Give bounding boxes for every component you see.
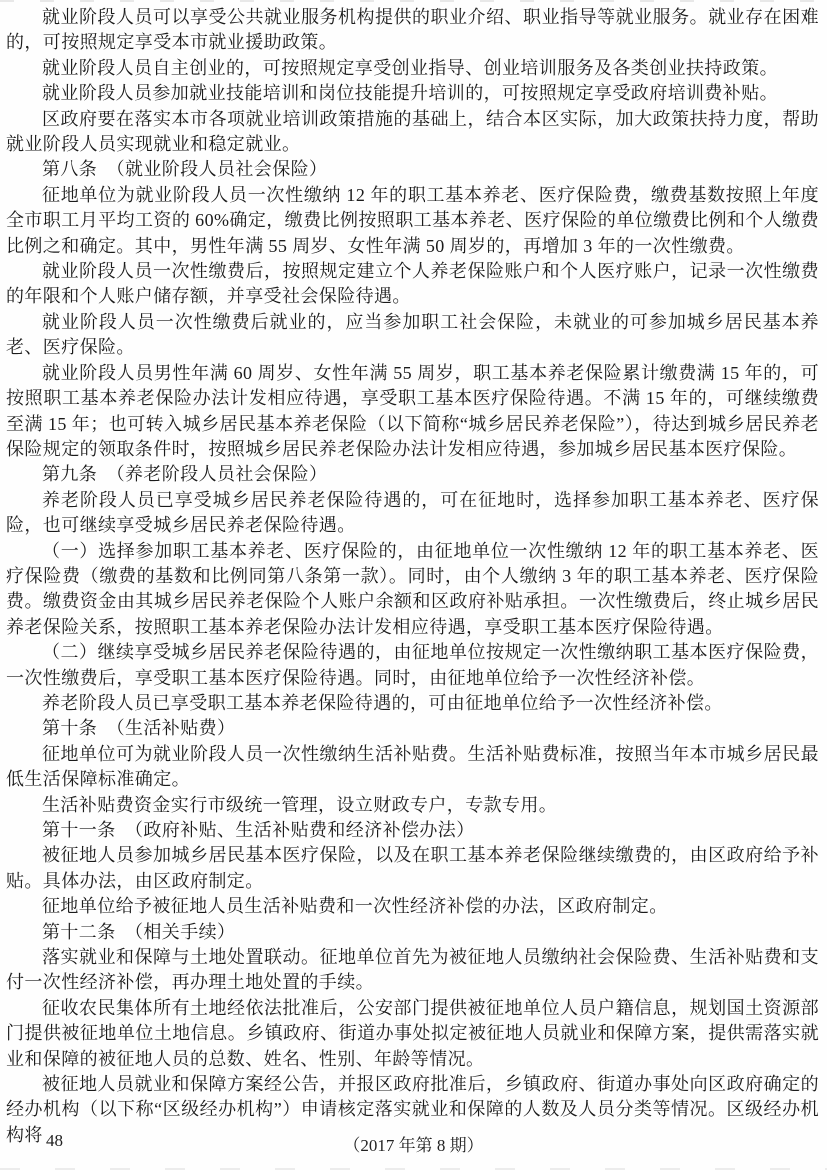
article-heading: 第十二条 （相关手续） [42,921,236,942]
article-heading: 第九条 （养老阶段人员社会保险） [42,464,328,485]
article-heading: 第八条 （就业阶段人员社会保险） [42,159,328,180]
page-footer [0,1131,827,1157]
paragraph: 征地单位可为就业阶段人员一次性缴纳生活补贴费。生活补贴费标准，按照当年本市城乡居民最低生活保障标准确定。 [6,743,819,790]
article-heading: 第十一条 （政府补贴、生活补贴费和经济补偿办法） [42,820,475,840]
paragraph: 就业阶段人员参加就业技能培训和岗位技能提升培训的，可按照规定享受政府培训费补贴。 [42,83,778,104]
paragraph: 养老阶段人员已享受城乡居民养老保险待遇的，可在征地时，选择参加职工基本养老、医疗保险，也可继续享受城乡居民养老保险待遇。 [6,489,819,536]
paragraph: （一）选择参加职工基本养老、医疗保险的，由征地单位一次性缴纳 12 年的职工基本养老、医疗保险费（缴费的基数和比例同第八条第一款）。同时，由个人缴纳 3 年的职工基本养老、医疗保险费。缴费资金由其城乡居民养老保险个人账户余额和区政府补贴承担。一次性缴费后，终止城乡居民养老保险关系，按照职工基本养老保险办法计发相应待遇，享受职工基本医疗保险待遇。 [6,540,819,637]
paragraph: 落实就业和保障与土地处置联动。征地单位首先为被征地人员缴纳社会保险费、生活补贴费和支付一次性经济补偿，再办理土地处置的手续。 [6,947,819,993]
article-heading: 第十条 （生活补贴费） [42,718,236,739]
paragraph: 养老阶段人员已享受职工基本养老保险待遇的，可由征地单位给予一次性经济补偿。 [42,692,723,713]
paragraph: 就业阶段人员可以享受公共就业服务机构提供的职业介绍、职业指导等就业服务。就业存在困难的，可按照规定享受本市就业援助政策。 [6,7,819,53]
paragraph: 就业阶段人员自主创业的，可按照规定享受创业指导、创业培训服务及各类创业扶持政策。 [42,57,778,78]
paragraph: 被征地人员就业和保障方案经公告，并报区政府批准后，乡镇政府、街道办事处向区政府确定的经办机构（以下称“区级经办机构”）申请核定落实就业和保障的人数及人员分类等情况。区级经办机构将 [6,1074,819,1145]
paragraph: 就业阶段人员男性年满 60 周岁、女性年满 55 周岁，职工基本养老保险累计缴费满 15 年的，可按照职工基本养老保险办法计发相应待遇，享受职工基本医疗保险待遇。不满 15 年的，可继续缴费至满 15 年；也可转入城乡居民基本养老保险（以下简称“城乡居民养老保险”），待达到城乡居民养老保险规定的领取条件时，按照城乡居民养老保险办法计发相应待遇，参加城乡居民基本医疗保险。 [6,362,819,459]
paragraph: 区政府要在落实本市各项就业培训政策措施的基础上，结合本区实际，加大政策扶持力度，帮助就业阶段人员实现就业和稳定就业。 [6,108,819,155]
page-number: 48 [46,1131,63,1150]
scan-artifact-top [0,0,827,2]
paragraph: 生活补贴费资金实行市级统一管理，设立财政专户，专款专用。 [42,794,558,815]
paragraph: 征地单位给予被征地人员生活补贴费和一次性经济补偿的办法，区政府制定。 [42,896,668,917]
issue-label: （2017 年第 8 期） [343,1136,484,1155]
paragraph: 就业阶段人员一次性缴费后，按照规定建立个人养老保险账户和个人医疗账户，记录一次性缴费的年限和个人账户储存额，并享受社会保险待遇。 [6,261,819,307]
paragraph: 征收农民集体所有土地经依法批准后，公安部门提供被征地单位人员户籍信息，规划国土资源部门提供被征地单位土地信息。乡镇政府、街道办事处拟定被征地人员就业和保障方案，提供需落实就业和保障的被征地人员的总数、姓名、性别、年龄等情况。 [6,997,819,1069]
paragraph: 被征地人员参加城乡居民基本医疗保险，以及在职工基本养老保险继续缴费的，由区政府给予补贴。具体办法，由区政府制定。 [6,845,819,891]
paragraph: 征地单位为就业阶段人员一次性缴纳 12 年的职工基本养老、医疗保险费，缴费基数按照上年度全市职工月平均工资的 60%确定，缴费比例按照职工基本养老、医疗保险的单位缴费比例和个人缴费比例之和确定。其中，男性年满 55 周岁、女性年满 50 周岁的，再增加 3 年的一次性缴费。 [6,184,819,256]
paragraph: 就业阶段人员一次性缴费后就业的，应当参加职工社会保险，未就业的可参加城乡居民基本养老、医疗保险。 [6,311,819,358]
document-body [6,5,819,1148]
paragraph: （二）继续享受城乡居民养老保险待遇的，由征地单位按规定一次性缴纳职工基本医疗保险费，一次性缴费后，享受职工基本医疗保险待遇。同时，由征地单位给予一次性经济补偿。 [6,642,819,688]
